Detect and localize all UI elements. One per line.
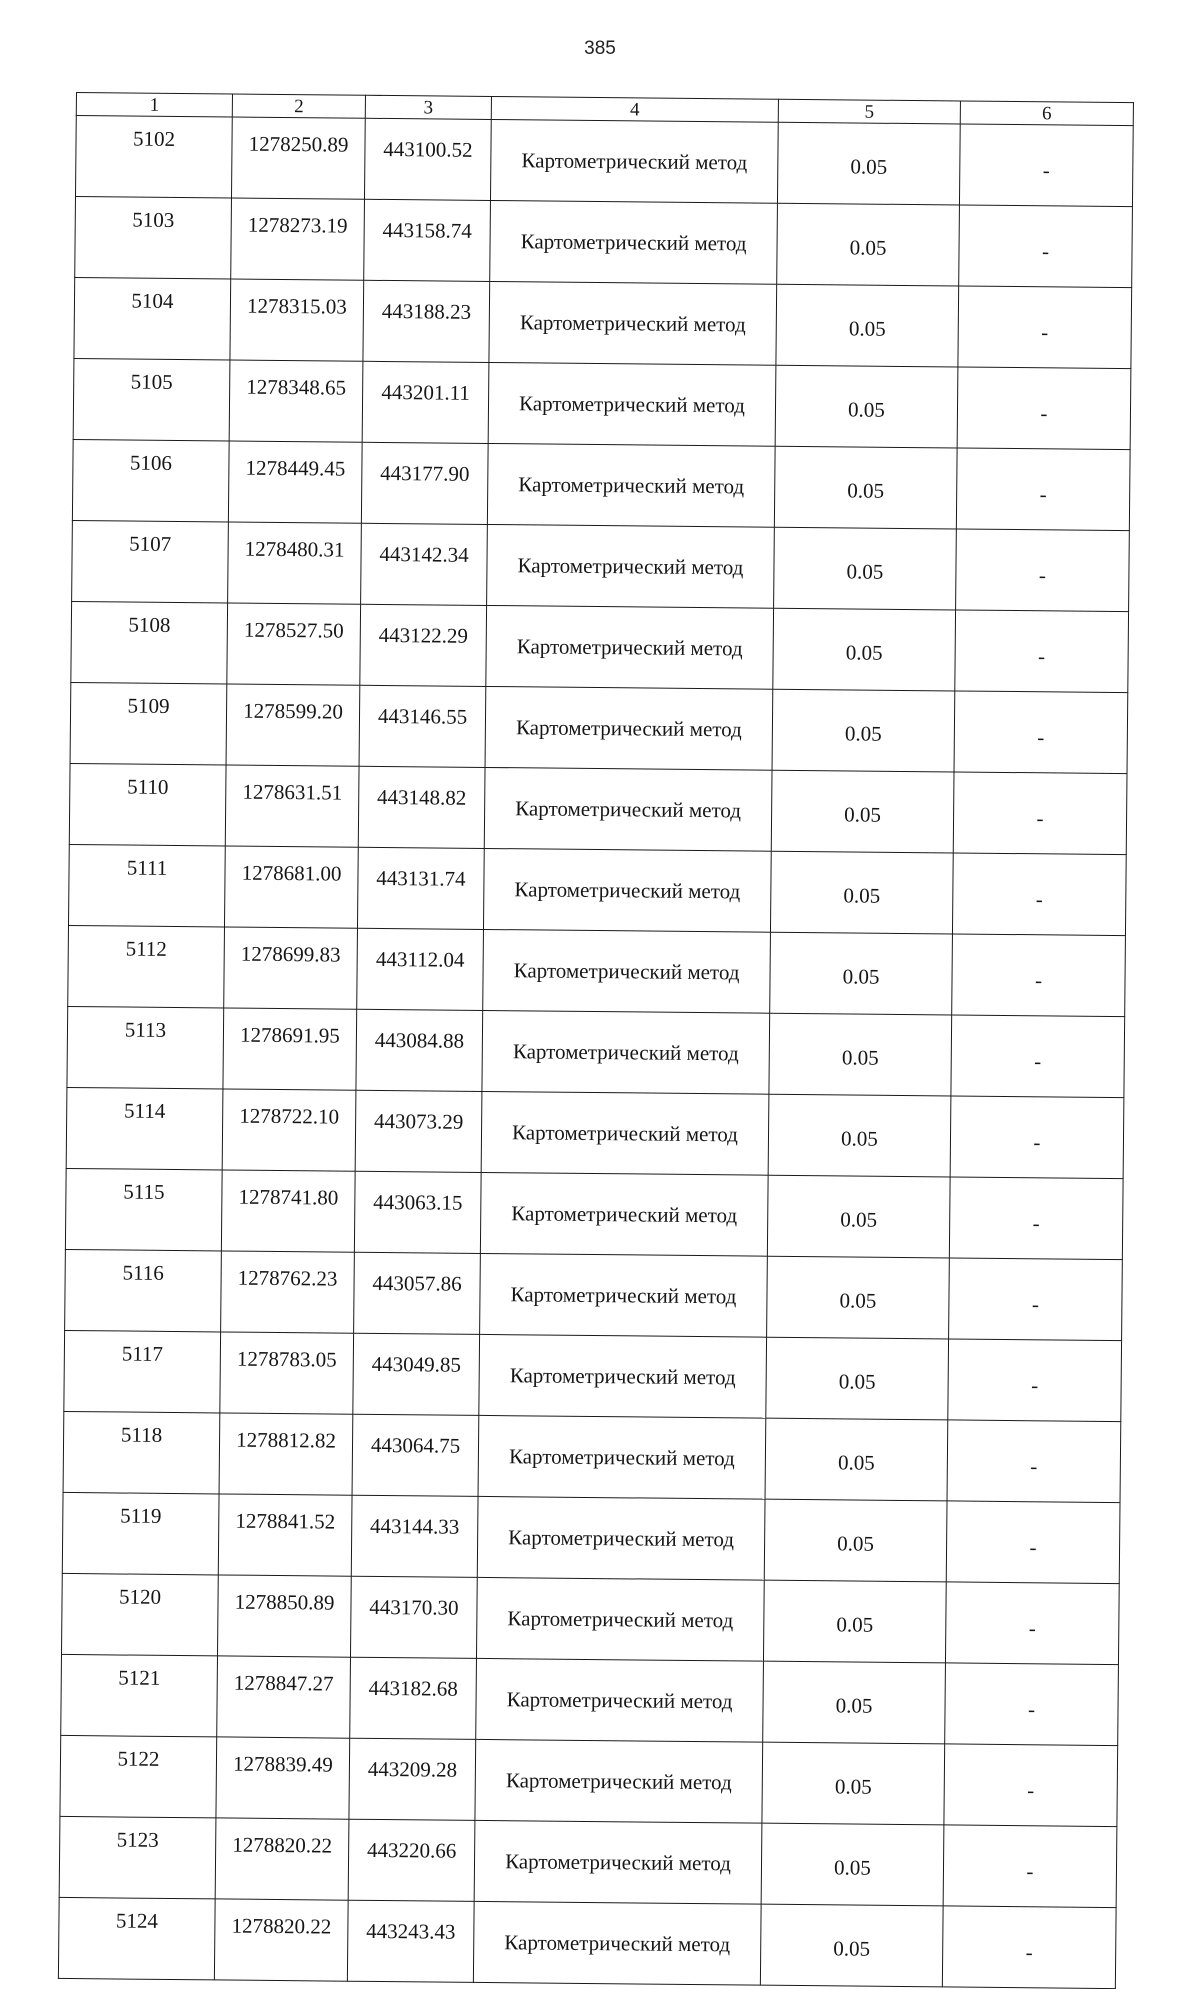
cell-x-coordinate: 1278480.31 [228,522,362,604]
cell-note: - [949,1177,1123,1260]
cell-method: Картометрический метод [490,119,778,203]
table-row [62,1573,1120,1664]
cell-y-coordinate: 443220.66 [348,1819,475,1901]
cell-point-number: 5115 [65,1168,222,1250]
cell-y-coordinate: 443049.85 [353,1333,480,1415]
table-row [72,520,1130,611]
cell-note: - [947,1420,1121,1503]
cell-x-coordinate: 1278599.20 [226,684,360,766]
cell-accuracy: 0.05 [774,527,957,610]
cell-x-coordinate: 1278812.82 [219,1413,353,1495]
table-body [58,93,1133,1989]
table-row [69,763,1127,854]
cell-x-coordinate: 1278699.83 [224,927,358,1009]
cell-accuracy: 0.05 [765,1418,948,1501]
cell-y-coordinate: 443243.43 [347,1900,474,1982]
cell-x-coordinate: 1278762.23 [221,1251,355,1333]
table-row [75,116,1133,207]
cell-note: - [954,691,1128,774]
cell-method: Картометрический метод [478,1415,766,1499]
cell-x-coordinate: 1278315.03 [230,279,364,361]
cell-note: - [944,1744,1118,1827]
cell-y-coordinate: 443146.55 [359,685,486,767]
cell-y-coordinate: 443188.23 [363,280,490,362]
cell-method: Картометрический метод [481,1091,769,1175]
cell-y-coordinate: 443057.86 [354,1252,481,1334]
cell-note: - [942,1906,1116,1989]
cell-point-number: 5103 [75,196,232,278]
cell-method: Картометрический метод [488,362,776,446]
cell-point-number: 5121 [61,1654,218,1736]
cell-y-coordinate: 443073.29 [355,1090,482,1172]
column-header-5: 5 [778,99,960,124]
cell-accuracy: 0.05 [771,770,954,853]
cell-note: - [949,1258,1123,1341]
cell-accuracy: 0.05 [763,1580,946,1663]
cell-point-number: 5117 [64,1330,221,1412]
table-row [75,196,1133,287]
cell-accuracy: 0.05 [776,284,959,367]
cell-note: - [956,529,1130,612]
cell-method: Картометрический метод [483,929,771,1013]
table-row [65,1249,1123,1340]
cell-method: Картометрический метод [487,443,775,527]
cell-note: - [957,367,1131,450]
cell-note: - [948,1339,1122,1422]
column-header-1: 1 [76,93,232,117]
cell-y-coordinate: 443158.74 [364,199,491,281]
cell-note: - [955,610,1129,693]
cell-point-number: 5122 [60,1735,217,1817]
cell-point-number: 5118 [63,1411,220,1493]
cell-note: - [952,853,1126,936]
cell-point-number: 5109 [70,682,227,764]
cell-point-number: 5114 [66,1087,223,1169]
cell-y-coordinate: 443177.90 [361,442,488,524]
cell-accuracy: 0.05 [772,689,955,772]
cell-x-coordinate: 1278820.22 [214,1899,348,1981]
table-row [68,925,1126,1016]
cell-accuracy: 0.05 [777,203,960,286]
cell-x-coordinate: 1278449.45 [228,441,362,523]
cell-y-coordinate: 443063.15 [354,1171,481,1253]
cell-x-coordinate: 1278850.89 [217,1575,351,1657]
column-header-6: 6 [960,101,1133,126]
cell-accuracy: 0.05 [761,1823,944,1906]
cell-accuracy: 0.05 [770,932,953,1015]
cell-method: Картометрический метод [480,1253,768,1337]
table-row [67,1006,1125,1097]
cell-accuracy: 0.05 [774,446,957,529]
cell-accuracy: 0.05 [767,1256,950,1339]
cell-point-number: 5124 [58,1897,215,1979]
cell-point-number: 5113 [67,1006,224,1088]
cell-y-coordinate: 443064.75 [352,1414,479,1496]
cell-point-number: 5119 [62,1492,219,1574]
table-row [70,682,1128,773]
cell-accuracy: 0.05 [775,365,958,448]
cell-point-number: 5123 [59,1816,216,1898]
cell-accuracy: 0.05 [767,1175,950,1258]
table-row [62,1492,1120,1583]
cell-y-coordinate: 443201.11 [362,361,489,443]
cell-note: - [959,124,1133,207]
cell-note: - [943,1825,1117,1908]
cell-accuracy: 0.05 [768,1094,951,1177]
table-row [61,1654,1119,1745]
table-row [71,601,1129,692]
cell-accuracy: 0.05 [764,1499,947,1582]
cell-y-coordinate: 443131.74 [357,847,484,929]
cell-point-number: 5112 [68,925,225,1007]
table-row [65,1168,1123,1259]
cell-note: - [959,205,1133,288]
cell-accuracy: 0.05 [777,122,960,205]
table-row [74,277,1132,368]
cell-accuracy: 0.05 [766,1337,949,1420]
cell-x-coordinate: 1278741.80 [221,1170,355,1252]
cell-method: Картометрический метод [479,1334,767,1418]
cell-accuracy: 0.05 [770,851,953,934]
cell-method: Картометрический метод [487,524,775,608]
cell-note: - [945,1663,1119,1746]
cell-note: - [958,286,1132,369]
cell-method: Картометрический метод [484,767,772,851]
cell-y-coordinate: 443122.29 [360,604,487,686]
cell-note: - [956,448,1130,531]
cell-method: Картометрический метод [473,1901,761,1985]
cell-method: Картометрический метод [476,1658,764,1742]
cell-y-coordinate: 443142.34 [361,523,488,605]
cell-y-coordinate: 443144.33 [351,1495,478,1577]
cell-method: Картометрический метод [480,1172,768,1256]
cell-point-number: 5107 [72,520,229,602]
cell-method: Картометрический метод [483,848,771,932]
cell-x-coordinate: 1278527.50 [227,603,361,685]
cell-note: - [952,934,1126,1017]
cell-point-number: 5106 [72,439,229,521]
cell-note: - [946,1501,1120,1584]
cell-accuracy: 0.05 [762,1742,945,1825]
cell-y-coordinate: 443148.82 [358,766,485,848]
table-row [73,358,1131,449]
cell-note: - [950,1096,1124,1179]
cell-method: Картометрический метод [475,1739,763,1823]
cell-method: Картометрический метод [474,1820,762,1904]
cell-y-coordinate: 443100.52 [364,118,491,200]
cell-method: Картометрический метод [485,686,773,770]
cell-point-number: 5105 [73,358,230,440]
cell-method: Картометрический метод [477,1496,765,1580]
cell-note: - [953,772,1127,855]
table-row [72,439,1130,530]
cell-method: Картометрический метод [476,1577,764,1661]
cell-note: - [951,1015,1125,1098]
cell-y-coordinate: 443182.68 [350,1657,477,1739]
table-row [59,1816,1117,1907]
cell-x-coordinate: 1278348.65 [229,360,363,442]
column-header-3: 3 [365,95,491,119]
table-row [68,844,1126,935]
cell-x-coordinate: 1278691.95 [223,1008,357,1090]
cell-accuracy: 0.05 [773,608,956,691]
cell-x-coordinate: 1278250.89 [231,117,365,199]
cell-x-coordinate: 1278631.51 [225,765,359,847]
cell-note: - [945,1582,1119,1665]
cell-accuracy: 0.05 [763,1661,946,1744]
cell-x-coordinate: 1278839.49 [216,1737,350,1819]
cell-point-number: 5108 [71,601,228,683]
cell-point-number: 5120 [62,1573,219,1655]
cell-x-coordinate: 1278273.19 [231,198,365,280]
cell-y-coordinate: 443209.28 [349,1738,476,1820]
cell-x-coordinate: 1278841.52 [218,1494,352,1576]
cell-method: Картометрический метод [489,281,777,365]
cell-x-coordinate: 1278847.27 [217,1656,351,1738]
cell-y-coordinate: 443112.04 [357,928,484,1010]
coordinates-table [58,92,1134,1989]
cell-method: Картометрический метод [486,605,774,689]
column-header-2: 2 [232,94,365,118]
table-row [58,1897,1116,1988]
cell-x-coordinate: 1278820.22 [215,1818,349,1900]
cell-method: Картометрический метод [482,1010,770,1094]
cell-point-number: 5104 [74,277,231,359]
cell-x-coordinate: 1278722.10 [222,1089,356,1171]
column-header-4: 4 [491,96,778,122]
cell-accuracy: 0.05 [760,1904,943,1987]
page-number: 385 [584,38,616,59]
table-row [63,1411,1121,1502]
cell-x-coordinate: 1278681.00 [224,846,358,928]
cell-x-coordinate: 1278783.05 [220,1332,354,1414]
cell-point-number: 5111 [68,844,225,926]
cell-point-number: 5116 [65,1249,222,1331]
cell-point-number: 5102 [75,116,232,198]
coordinates-table-container [58,92,1133,1989]
cell-accuracy: 0.05 [769,1013,952,1096]
cell-y-coordinate: 443170.30 [350,1576,477,1658]
table-row [64,1330,1122,1421]
cell-method: Картометрический метод [490,200,778,284]
table-row [66,1087,1124,1178]
cell-y-coordinate: 443084.88 [356,1009,483,1091]
cell-point-number: 5110 [69,763,226,845]
table-row [60,1735,1118,1826]
